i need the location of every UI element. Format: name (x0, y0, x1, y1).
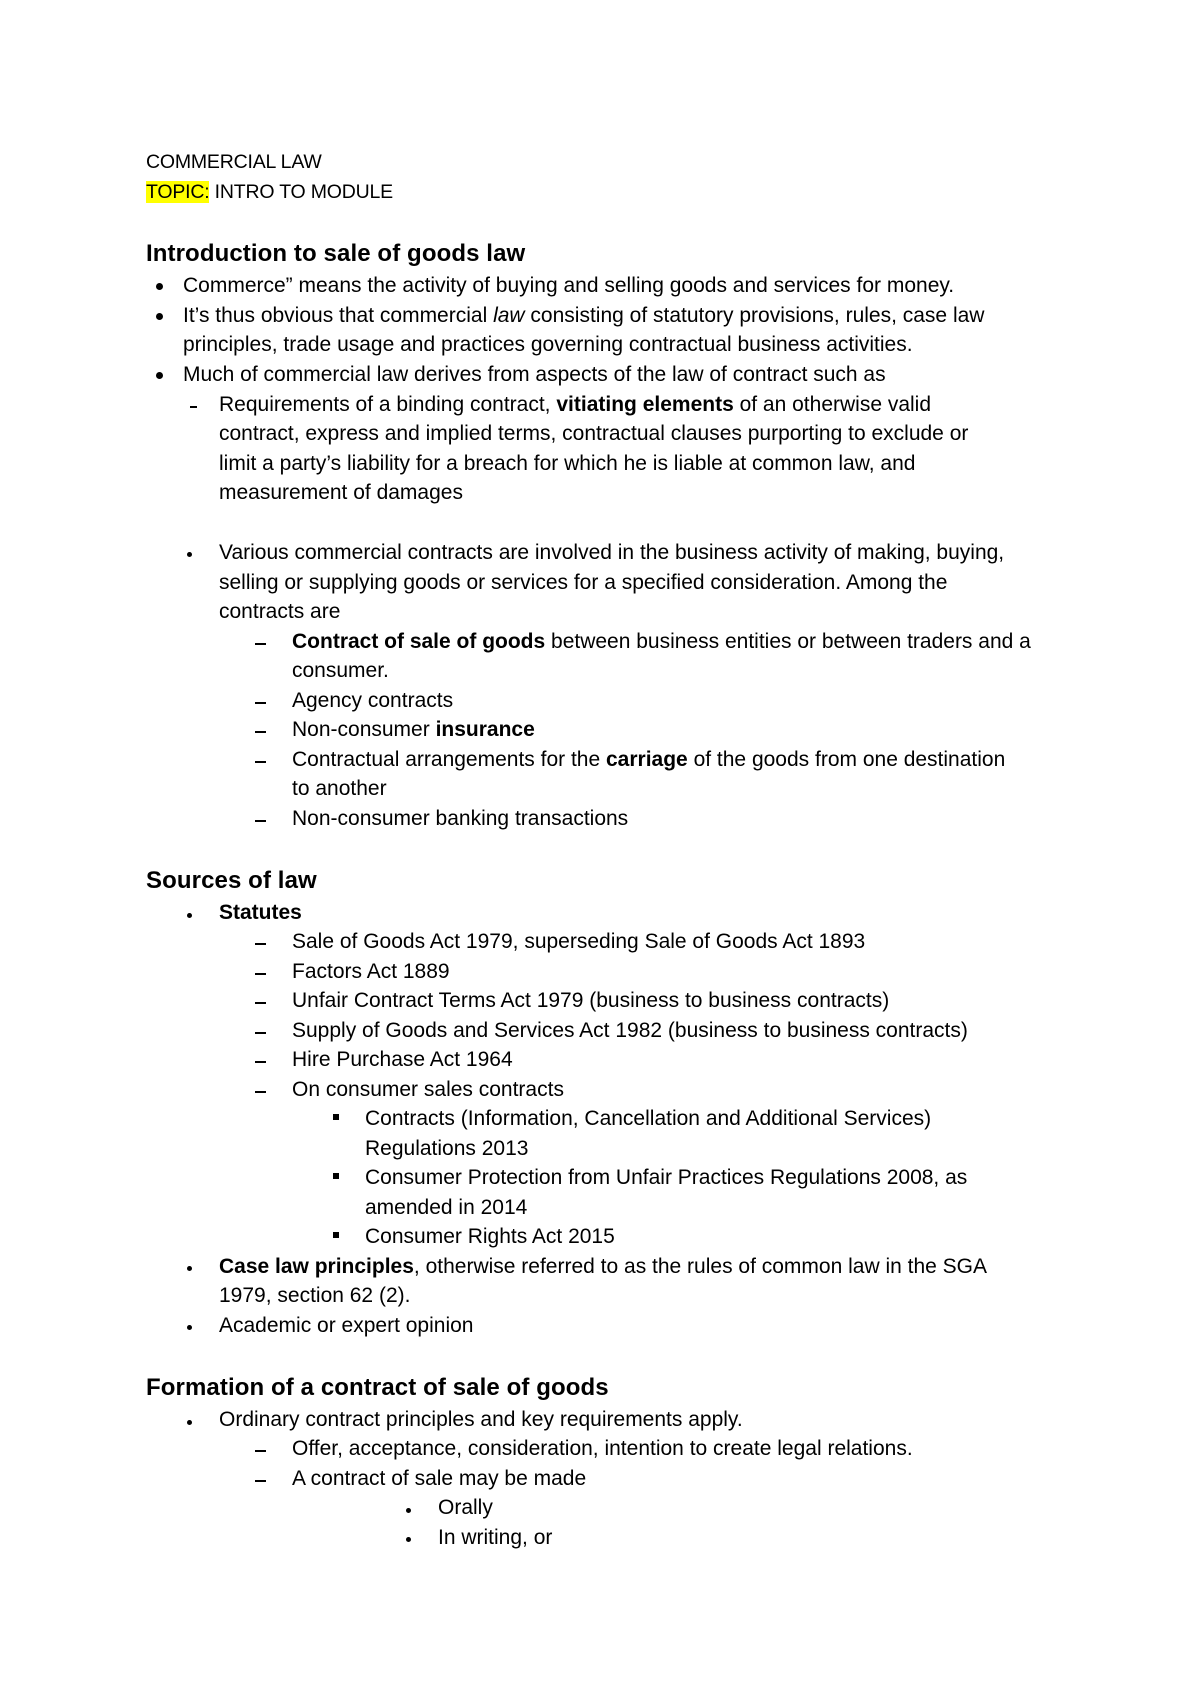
bullet-icon (187, 1266, 192, 1271)
formation-heading: Formation of a contract of sale of goods (146, 1374, 609, 1401)
intro-heading: Introduction to sale of goods law (146, 240, 526, 267)
text-span: Contractual arrangements for the (292, 748, 606, 771)
topic-label: TOPIC: (146, 181, 210, 203)
topic-value: INTRO TO MODULE (209, 181, 393, 203)
contract-item-1-line-2: consumer. (292, 659, 389, 682)
sources-heading: Sources of law (146, 867, 317, 894)
bullet-icon (406, 1508, 411, 1513)
dash-icon (255, 1061, 266, 1063)
dash-icon (255, 820, 266, 822)
contract-item-2: Agency contracts (292, 689, 454, 712)
statute-item-6: On consumer sales contracts (292, 1078, 564, 1101)
dash-icon (255, 731, 266, 733)
bold-case-law: Case law principles (219, 1255, 414, 1278)
formation-item-2: Offer, acceptance, consideration, intention to create legal relations. (292, 1437, 913, 1460)
square-bullet-icon (333, 1173, 339, 1179)
contract-item-1-line-1 (292, 629, 1031, 655)
formation-item-4: Orally (438, 1496, 493, 1519)
formation-item-3: A contract of sale may be made (292, 1467, 587, 1490)
regulation-1-line-1: Contracts (Information, Cancellation and Additional Services) (365, 1107, 932, 1130)
case-law-line-2: 1979, section 62 (2). (219, 1284, 411, 1307)
sub-item-line-2: contract, express and implied terms, contractual clauses purporting to exclude or (219, 422, 969, 445)
statute-item-2: Factors Act 1889 (292, 960, 450, 983)
dash-icon (255, 1480, 266, 1482)
bold-carriage: carriage (606, 748, 688, 771)
dash-icon (190, 406, 197, 408)
sub-item-line-1 (219, 392, 931, 418)
dash-icon (255, 1032, 266, 1034)
dash-icon (255, 643, 266, 645)
statute-item-4: Supply of Goods and Services Act 1982 (business to business contracts) (292, 1019, 968, 1042)
formation-item-1: Ordinary contract principles and key requirements apply. (219, 1408, 743, 1431)
bold-contract-sale: Contract of sale of goods (292, 630, 546, 653)
dash-icon (255, 943, 266, 945)
statutes-label: Statutes (219, 901, 302, 924)
emphasis-law: law (493, 304, 525, 327)
text-span: Non-consumer (292, 718, 436, 741)
contract-item-4-line-2: to another (292, 777, 387, 800)
contract-item-4-line-1 (292, 747, 1005, 773)
contract-item-5: Non-consumer banking transactions (292, 807, 629, 830)
various-line-3: contracts are (219, 600, 341, 623)
intro-bullet-2-line-2: principles, trade usage and practices governing contractual business activities. (183, 333, 913, 356)
text-span: , otherwise referred to as the rules of common law in the SGA (413, 1255, 988, 1278)
bullet-icon (156, 283, 163, 290)
text-span: It’s thus obvious that commercial (183, 304, 494, 327)
intro-bullet-3: Much of commercial law derives from aspects of the law of contract such as (183, 363, 886, 386)
bold-vitiating: vitiating elements (556, 393, 734, 416)
regulation-2-line-1: Consumer Protection from Unfair Practices Regulations 2008, as (365, 1166, 968, 1189)
dash-icon (255, 1450, 266, 1452)
text-span: consisting of statutory provisions, rules, case law (524, 304, 985, 327)
sub-item-line-4: measurement of damages (219, 481, 463, 504)
bullet-icon (187, 1420, 192, 1425)
formation-item-5: In writing, or (438, 1526, 553, 1549)
regulation-3: Consumer Rights Act 2015 (365, 1225, 615, 1248)
statute-item-3: Unfair Contract Terms Act 1979 (business to business contracts) (292, 989, 890, 1012)
intro-bullet-2-line-1 (183, 303, 984, 329)
bullet-icon (187, 552, 192, 557)
topic-line (146, 179, 393, 205)
case-law-line-1 (219, 1254, 987, 1280)
text-span: of an otherwise valid (733, 393, 932, 416)
statute-item-5: Hire Purchase Act 1964 (292, 1048, 513, 1071)
square-bullet-icon (333, 1114, 339, 1120)
contract-item-3 (292, 717, 535, 743)
text-span: between business entities or between traders and a (545, 630, 1031, 653)
bullet-icon (156, 372, 163, 379)
bullet-icon (187, 913, 192, 918)
statute-item-1: Sale of Goods Act 1979, superseding Sale of Goods Act 1893 (292, 930, 866, 953)
course-title: COMMERCIAL LAW (146, 151, 322, 173)
bullet-icon (187, 1325, 192, 1330)
bullet-icon (156, 313, 163, 320)
bullet-icon (406, 1537, 411, 1542)
text-span: Requirements of a binding contract, (219, 393, 557, 416)
dash-icon (255, 1002, 266, 1004)
intro-bullet-1: Commerce” means the activity of buying and selling goods and services for money. (183, 274, 955, 297)
regulation-2-line-2: amended in 2014 (365, 1196, 528, 1219)
text-span: of the goods from one destination (687, 748, 1006, 771)
regulation-1-line-2: Regulations 2013 (365, 1137, 529, 1160)
sub-item-line-3: limit a party’s liability for a breach for which he is liable at common law, and (219, 452, 916, 475)
square-bullet-icon (333, 1232, 339, 1238)
various-line-2: selling or supplying goods or services for a specified consideration. Among the (219, 571, 948, 594)
various-line-1: Various commercial contracts are involved in the business activity of making, buying, (219, 541, 1005, 564)
dash-icon (255, 973, 266, 975)
academic-opinion: Academic or expert opinion (219, 1314, 474, 1337)
dash-icon (255, 761, 266, 763)
bold-insurance: insurance (435, 718, 535, 741)
dash-icon (255, 1091, 266, 1093)
dash-icon (255, 702, 266, 704)
